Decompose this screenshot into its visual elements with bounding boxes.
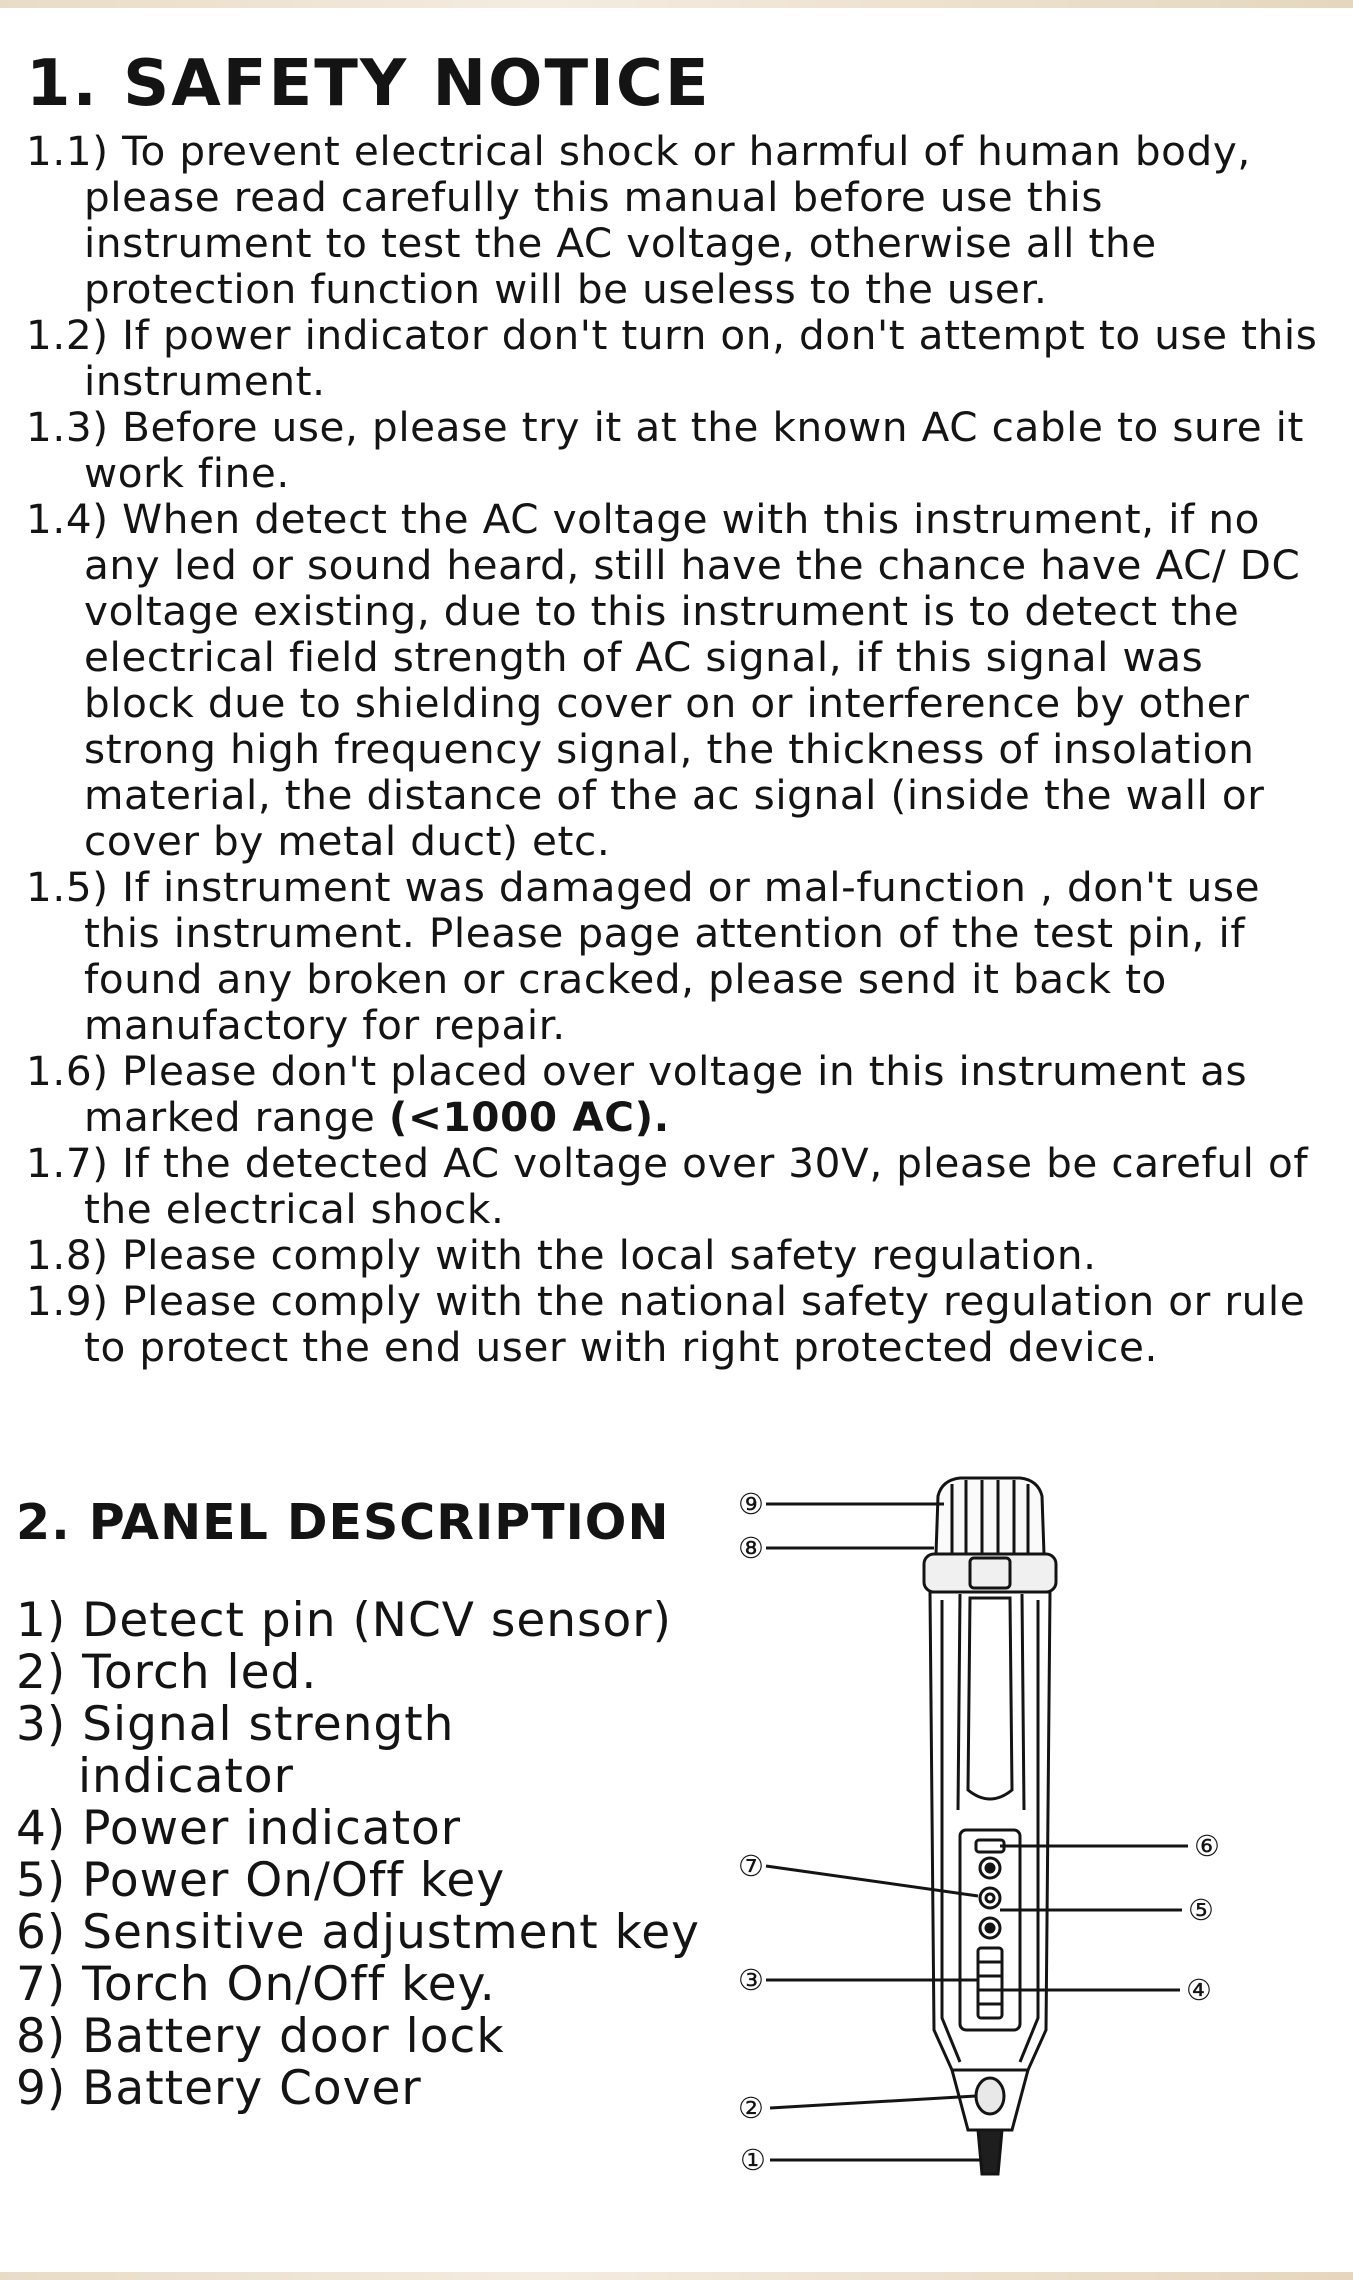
- panel-item-sensitive-key: 6) Sensitive adjustment key: [16, 1905, 700, 1960]
- panel-parts-list: [16, 1595, 756, 2115]
- safety-item-1-3: 1.3) Before use, please try it at the known AC cable to sure it work fine.: [26, 403, 1305, 497]
- panel-item-battery-cover: 9) Battery Cover: [16, 2061, 422, 2116]
- paper-edge-bottom: [0, 2272, 1353, 2280]
- safety-item-1-2: 1.2) If power indicator don't turn on, don't attempt to use this instrument.: [26, 311, 1318, 405]
- safety-item-1-8: 1.8) Please comply with the local safety regulation.: [26, 1231, 1097, 1279]
- paper-edge-top: [0, 0, 1353, 8]
- safety-item-1-9: 1.9) Please comply with the national safety regulation or rule to protect the end user with right protected device.: [26, 1277, 1306, 1371]
- callout-6: ⑥: [1194, 1829, 1220, 1863]
- panel-item-torch-led: 2) Torch led.: [16, 1645, 318, 1700]
- panel-item-signal-strength: 3) Signal strength indicator: [16, 1697, 455, 1804]
- battery-door-lock: [924, 1554, 1056, 1592]
- safety-item-1-4: 1.4) When detect the AC voltage with this instrument, if no any led or sound heard, still have the chance have AC/ DC voltage existing, due to this instrument is to detect the electrical field strength of AC signal, if this signal was block due to shielding cover on or interference by other strong high frequency signal, the thickness of insolation material, the distance of the ac signal (inside the wall or cover by metal duct) etc.: [26, 495, 1301, 865]
- callout-5: ⑤: [1188, 1893, 1214, 1927]
- callout-8: ⑧: [738, 1531, 764, 1565]
- safety-item-1-5: 1.5) If instrument was damaged or mal-function , don't use this instrument. Please page attention of the test pin, if found any broken or cracked, please send it back to manufactory for repair.: [26, 863, 1261, 1049]
- torch-led: [976, 2078, 1004, 2114]
- panel-description-title: 2. PANEL DESCRIPTION: [16, 1494, 670, 1551]
- safety-notice-title: 1. SAFETY NOTICE: [26, 47, 711, 121]
- tester-body: [924, 1478, 1056, 2174]
- panel-item-detect-pin: 1) Detect pin (NCV sensor): [16, 1593, 672, 1648]
- callout-2: ②: [738, 2091, 764, 2125]
- pocket-clip: [968, 1598, 1012, 1799]
- callout-9: ⑨: [738, 1487, 764, 1521]
- voltage-range-emphasis: (<1000 AC).: [388, 1093, 670, 1141]
- voltage-tester-diagram: [720, 1470, 1280, 2190]
- safety-item-1-1: 1.1) To prevent electrical shock or harmful of human body, please read carefully this manual before use this instrument to test the AC voltage, otherwise all the protection function will be useless to the user.: [26, 127, 1251, 313]
- callout-7: ⑦: [738, 1849, 764, 1883]
- panel-item-power-indicator: 4) Power indicator: [16, 1801, 462, 1856]
- callout-1: ①: [740, 2143, 766, 2177]
- callout-3: ③: [738, 1963, 764, 1997]
- panel-item-torch-key: 7) Torch On/Off key.: [16, 1957, 496, 2012]
- safety-notice-list: [26, 128, 1326, 1370]
- safety-item-1-6: 1.6) Please don't placed over voltage in this instrument as marked range (<1000 AC).: [26, 1047, 1248, 1141]
- callout-4: ④: [1186, 1973, 1212, 2007]
- panel-item-power-key: 5) Power On/Off key: [16, 1853, 506, 1908]
- safety-item-1-7: 1.7) If the detected AC voltage over 30V, please be careful of the electrical shock.: [26, 1139, 1309, 1233]
- detect-pin: [978, 2130, 1002, 2174]
- panel-item-battery-lock: 8) Battery door lock: [16, 2009, 505, 2064]
